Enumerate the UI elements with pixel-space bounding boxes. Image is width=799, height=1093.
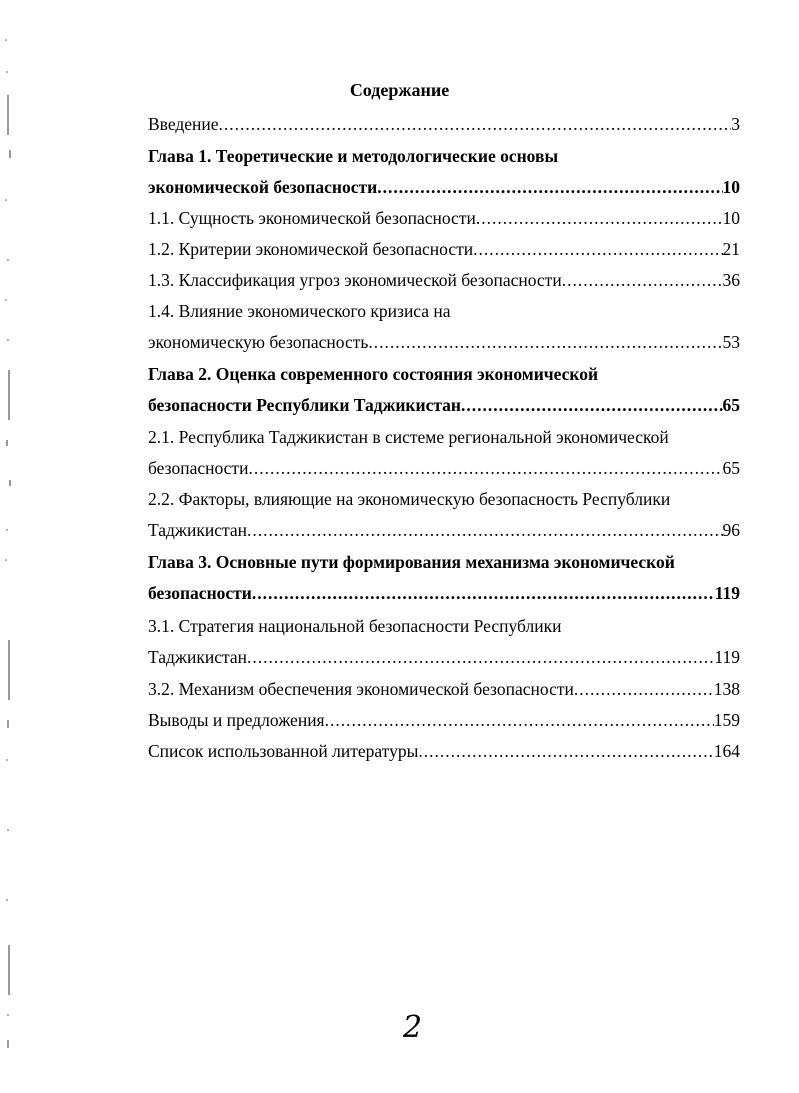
toc-entry-page: 138 [713, 679, 740, 699]
toc-chapter-2-heading [148, 361, 740, 387]
dot-leader [247, 644, 714, 670]
toc-section-1-4-cont [148, 329, 740, 355]
toc-entry-label: 1.3. Классификация угроз экономической безопасности [148, 270, 562, 290]
toc-entry-page: 159 [713, 710, 740, 730]
toc-chapter-1-heading [148, 143, 740, 169]
toc-entry-label: 3.1. Стратегия национальной безопасности Республики [148, 616, 562, 636]
toc-chapter-3-heading-cont [148, 580, 740, 606]
toc-entry-label: Глава 2. Оценка современного состояния экономической [148, 364, 599, 384]
toc-entry-label: 1.1. Сущность экономической безопасности [148, 208, 476, 228]
dot-leader [325, 707, 714, 733]
dot-leader [247, 517, 722, 543]
dot-leader [473, 236, 722, 262]
toc-section-3-2 [148, 676, 740, 702]
dot-leader [252, 580, 715, 606]
toc-entry-page: 96 [722, 520, 740, 540]
toc-entry-label: Выводы и предложения [148, 710, 325, 730]
toc-entry-page: 164 [713, 741, 740, 761]
toc-entry-label: экономическую безопасность [148, 332, 369, 352]
toc-entry-label: безопасности Республики Таджикистан [148, 395, 461, 415]
toc-conclusions [148, 707, 740, 733]
toc-entry-introduction [148, 111, 740, 137]
toc-section-3-1 [148, 613, 740, 639]
toc-entry-label: Таджикистан [148, 520, 248, 540]
toc-entry-page: 65 [722, 395, 740, 415]
toc-entry-label: Глава 3. Основные пути формирования механизма экономической [148, 552, 675, 572]
toc-entry-label: безопасности [148, 458, 249, 478]
toc-section-1-2 [148, 236, 740, 262]
toc-section-1-1 [148, 205, 740, 231]
toc-entry-page: 10 [722, 208, 740, 228]
toc-entry-label: 1.4. Влияние экономического кризиса на [148, 301, 451, 321]
toc-entry-label: 1.2. Критерии экономической безопасности [148, 239, 474, 259]
toc-entry-label: 3.2. Механизм обеспечения экономической безопасности [148, 679, 574, 699]
scan-margin-marks [0, 0, 20, 1093]
toc-entry-page: 36 [722, 270, 740, 290]
toc-entry-page: 119 [714, 647, 740, 667]
toc-bibliography [148, 738, 740, 764]
toc-entry-page: 3 [731, 114, 740, 134]
toc-chapter-2-heading-cont [148, 392, 740, 418]
dot-leader [461, 392, 723, 418]
toc-section-1-3 [148, 267, 740, 293]
dot-leader [562, 267, 723, 293]
toc-entry-page: 21 [722, 239, 740, 259]
toc-chapter-3-heading [148, 549, 740, 575]
dot-leader [219, 111, 732, 137]
toc-section-2-2-cont [148, 517, 740, 543]
toc-chapter-1-heading-cont [148, 174, 740, 200]
toc-entry-page: 10 [722, 177, 740, 197]
toc-entry-label: Список использованной литературы [148, 741, 419, 761]
dot-leader [248, 455, 722, 481]
dot-leader [574, 676, 714, 702]
toc-section-3-1-cont [148, 644, 740, 670]
toc-entry-page: 119 [714, 583, 740, 603]
toc-section-2-1 [148, 424, 740, 450]
toc-entry-page: 65 [722, 458, 740, 478]
toc-entry-label: 2.2. Факторы, влияющие на экономическую безопасность Республики [148, 489, 671, 509]
toc-entry-label: 2.1. Республика Таджикистан в системе региональной экономической [148, 427, 669, 447]
toc-section-2-2 [148, 486, 740, 512]
page-title: Содержание [349, 80, 450, 100]
toc-entry-label: экономической безопасности [148, 177, 378, 197]
toc-entry-label: безопасности [148, 583, 252, 603]
handwritten-page-number: 2 [403, 1010, 423, 1045]
toc-entry-page: 53 [722, 332, 740, 352]
dot-leader [377, 174, 722, 200]
toc-section-1-4 [148, 298, 740, 324]
dot-leader [418, 738, 713, 764]
toc-entry-label: Глава 1. Теоретические и методологические основы [148, 146, 559, 166]
toc-entry-label: Таджикистан [148, 647, 248, 667]
dot-leader [368, 329, 722, 355]
dot-leader [476, 205, 723, 231]
toc-section-2-1-cont [148, 455, 740, 481]
toc-entry-label: Введение [148, 114, 219, 134]
